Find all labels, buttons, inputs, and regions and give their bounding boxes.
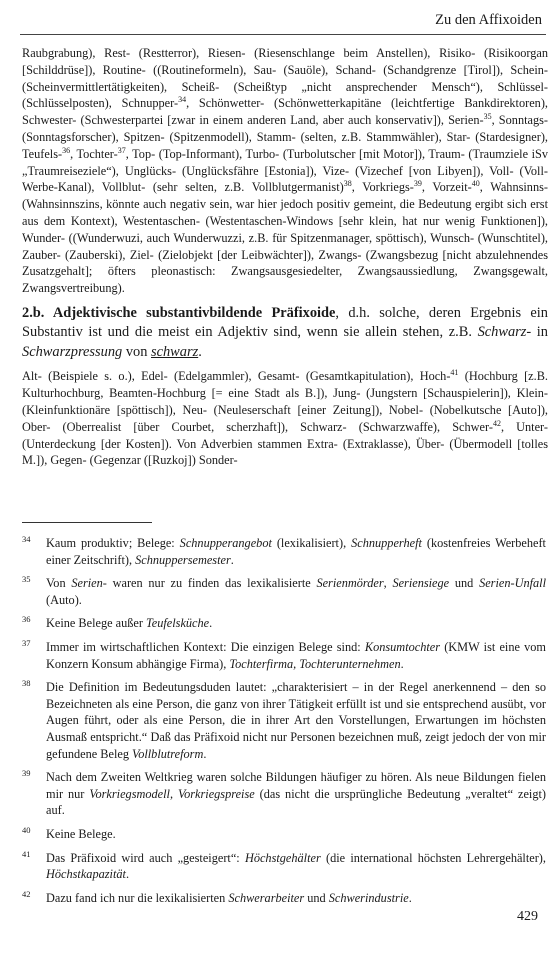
text-run: (KMW ist eine vom Konzern Konsum abhängige Firma), <box>46 639 546 671</box>
footnote-number: 38 <box>22 678 31 689</box>
underlined-italic-run: schwarz <box>151 343 199 360</box>
page-number: 429 <box>517 909 538 924</box>
italic-run: Serien- <box>71 576 107 591</box>
footnote-35 <box>22 575 546 608</box>
text-run: . <box>209 616 213 631</box>
text-run: , Top- (Top-Informant), Turbo- (Turbolutscher [mit Motor]), Traum- (Traumziele iSv „Traumreiseziele“), Unglücks- (Unglücksfähre [Estonia]), Vize- (Vizechef [von Libyen]), Voll- (Voll-Werbe-Kanal), Vollblut- (sehr selten, z.B. Vollblutgermanist) <box>22 146 548 195</box>
italic-run: Schnuppersemester <box>135 552 231 567</box>
text-run: und <box>449 576 480 591</box>
footnote-ref: 34 <box>178 95 187 105</box>
footnote-ref: 39 <box>413 179 422 189</box>
footnote-36 <box>22 615 546 632</box>
main-text <box>22 45 548 469</box>
italic-run: Konsumtochter <box>364 639 441 654</box>
italic-run: Tochterfirma, Tochterunternehmen <box>229 656 401 671</box>
text-run: Immer im wirtschaftlichen Kontext: Die einzigen Belege sind: <box>46 639 365 654</box>
text-run: . <box>198 343 202 360</box>
footnote-34 <box>22 535 546 568</box>
text-run: , Schönwetter- (Schönwetterkapitäne (leichtfertige Bankdirektoren), Schwester- (Schwesterpartei [zwar in einem anderen Land, aber auch konservativ]), Serien- <box>22 96 548 128</box>
italic-run: Serienmörder <box>316 576 384 591</box>
body-paragraph-1 <box>22 45 548 297</box>
bold-run: 2.b. Adjektivische substantivbildende Präfixoide <box>22 304 336 321</box>
running-header <box>20 10 546 35</box>
text-run: . <box>400 656 404 671</box>
text-run: Kaum produktiv; Belege: <box>46 536 180 550</box>
text-run: , Vorkriegs- <box>351 180 414 195</box>
italic-run: Schwarz- <box>477 324 532 341</box>
footnote-ref: 42 <box>492 418 501 428</box>
footnote-number: 36 <box>22 614 31 625</box>
text-run: , Sonntags- (Sonntagsforscher), Spitzen- (Spitzenmodell), Stamm- (selten, z.B. Stammwähler), Star- (Stardesigner), Teufels- <box>22 113 548 161</box>
text-run: Alt- (Beispiele s. o.), Edel- (Edelgammler), Gesamt- (Gesamtkapitulation), Hoch- <box>22 369 451 384</box>
text-run: in <box>531 324 549 341</box>
text-run: , d.h. solche, deren Ergebnis ein Substantiv ist und die meist ein Adjektiv sind, wenn sie allein stehen, z.B. <box>22 304 549 341</box>
footnote-38 <box>22 679 546 762</box>
body-paragraph-2 <box>22 368 548 469</box>
text-run: , Vorzeit- <box>421 180 472 195</box>
footnote-separator <box>22 522 152 523</box>
footnote-40 <box>22 826 546 843</box>
italic-run: Höchstkapazität <box>46 867 126 882</box>
text-run: . <box>230 552 234 567</box>
footnote-number: 39 <box>22 768 31 779</box>
footnote-42 <box>22 890 546 907</box>
footnote-ref: 36 <box>62 145 71 155</box>
italic-run: Serien-Unfall <box>479 576 546 591</box>
italic-run: Vollblutreform <box>132 746 204 761</box>
text-run: , Tochter- <box>70 146 118 161</box>
footnote-ref: 40 <box>471 179 480 189</box>
text-run: . <box>203 746 207 761</box>
footnote-number: 37 <box>22 637 31 648</box>
footnote-number: 35 <box>22 574 31 585</box>
text-run: waren nur zu finden das lexikalisierte <box>106 576 317 591</box>
footnote-37 <box>22 639 546 672</box>
footnote-41 <box>22 850 546 883</box>
text-run: (kostenfreies Werbeheft einer Zeitschrift), <box>46 536 546 567</box>
text-run: . <box>408 890 412 905</box>
text-run: Raubgrabung), Rest- (Restterror), Riesen- (Riesenschlange beim Anstellen), Risiko- (Risikoorgan [Schilddrüse]), Routine- ((Routineformeln), Sau- (Sauöle), Schand- (Schandgrenze [Tirol]), Schein- (Scheinvermittlertätigkeiten), Scheiß- (Scheißtyp „nicht ansprechender Mensch“), Schlüssel- (Schlüsselposten), Schnupper- <box>22 46 548 111</box>
text-run: . <box>125 867 130 882</box>
text-run: Von <box>46 576 72 591</box>
footnote-number: 41 <box>22 848 31 859</box>
text-run: , Wahnsinns- (Wahnsinnszins, könnte auch negativ sein, war hier jedoch positiv gemeint, die Bedeutung ergibt sich erst aus dem Kontext), Westentaschen- (Westentaschen-Windows [sehr klein, hat nur wenig Funktionen]), Wunder- ((Wunderwuzi, auch Wunderwuzzi, z.B. für Spitzenmanager, spöttisch), Wunsch- (Wunschtitel), Zauber- (Zauberski), Ziel- (Zielobjekt [der Leibwächter]), Zwangs- (Zwangsbezug [nicht abzulehnendes Zusatzgehalt]; öfters pleonastisch: Zwangsausgesiedelter, Zwangsaussiedlung, Zwangsgewalt, Zwangsvertreibung). <box>22 180 548 296</box>
section-heading-2b <box>22 304 548 363</box>
italic-run: Höchstgehälter <box>244 850 321 865</box>
text-run: (die international höchsten Lehrergehälter), <box>320 850 546 865</box>
text-run: (Auto). <box>46 592 82 607</box>
text-run: Nach dem Zweiten Weltkrieg waren solche Bildungen häufiger zu hören. Als neue Bildungen fielen mir nur <box>46 770 546 801</box>
text-run: Keine Belege außer <box>46 616 147 631</box>
footnote-39 <box>22 769 546 819</box>
text-run: (das nicht die ursprüngliche Bedeutung „veraltet“ zeigt) auf. <box>46 786 546 818</box>
text-run: Dazu fand ich nur die lexikalisierten <box>46 890 229 905</box>
footnote-ref: 35 <box>483 112 492 122</box>
text-run: (lexikalisiert), <box>271 536 352 550</box>
footnote-ref: 37 <box>117 145 126 155</box>
italic-run: Schnupperangebot <box>179 536 272 550</box>
running-title: Zu den Affixoiden <box>435 12 542 28</box>
text-run: , <box>383 576 393 591</box>
text-run: , Unter- (Unterdeckung [der Kosten]). Von Adverbien stammen Extra- (Extraklasse), Über- (Übermodell [tolles M.]), Gegen- (Gegenzar ([Ruzkoj]) Sonder- <box>22 419 548 468</box>
italic-run: Schwerindustrie <box>328 890 409 905</box>
footnote-number: 42 <box>22 888 31 899</box>
text-run: und <box>304 890 329 905</box>
italic-run: Schnupperheft <box>351 536 422 550</box>
italic-run: Schwarzpressung <box>22 343 123 360</box>
italic-run: Teufelsküche <box>146 616 210 631</box>
text-run: Keine Belege. <box>46 826 116 841</box>
text-run: Das Präfixoid wird auch „gesteigert“: <box>46 850 245 865</box>
text-run: (Hochburg [z.B. Kulturhochburg, Beamten-Hochburg [= eine Stadt als B.]), Jung- (Jungstern [Schauspielerin]), Klein- (Kleinfunktionäre [spöttisch]), Neu- (Neuleserschaft [einer Zeitung]), Nobel- (Nobelkutsche [Auto]), Ober- (Oberrealist [über Courbet, scherzhaft]), Schwarz- (Schwarzwaffe), Schwer- <box>22 369 548 434</box>
footnotes <box>22 535 546 913</box>
italic-run: Seriensiege <box>392 576 450 591</box>
footnote-ref: 41 <box>450 368 459 378</box>
text-run: Die Definition im Bedeutungsduden lautet: „charakterisiert – in der Regel anerkennend – den so Bezeichneten als eine Person, die ganz von ihrer Tätigkeit erfüllt ist und sie entsprechend ausübt, vor Augen führt, oder als eine Person, die in ihrer Art den Vorstellungen, Erwartungen im höchsten Ausmaß entspricht.“ Daß das Präfixoid nicht nur Personen bezeichnen muß, zeigt jedoch der von mir gefundene Beleg <box>46 680 546 761</box>
italic-run: Vorkriegsmodell, Vorkriegspreise <box>89 786 255 801</box>
footnote-ref: 38 <box>343 179 352 189</box>
footnote-number: 34 <box>22 534 31 544</box>
footnote-number: 40 <box>22 824 31 835</box>
italic-run: Schwerarbeiter <box>228 890 305 905</box>
text-run: von <box>122 343 151 360</box>
